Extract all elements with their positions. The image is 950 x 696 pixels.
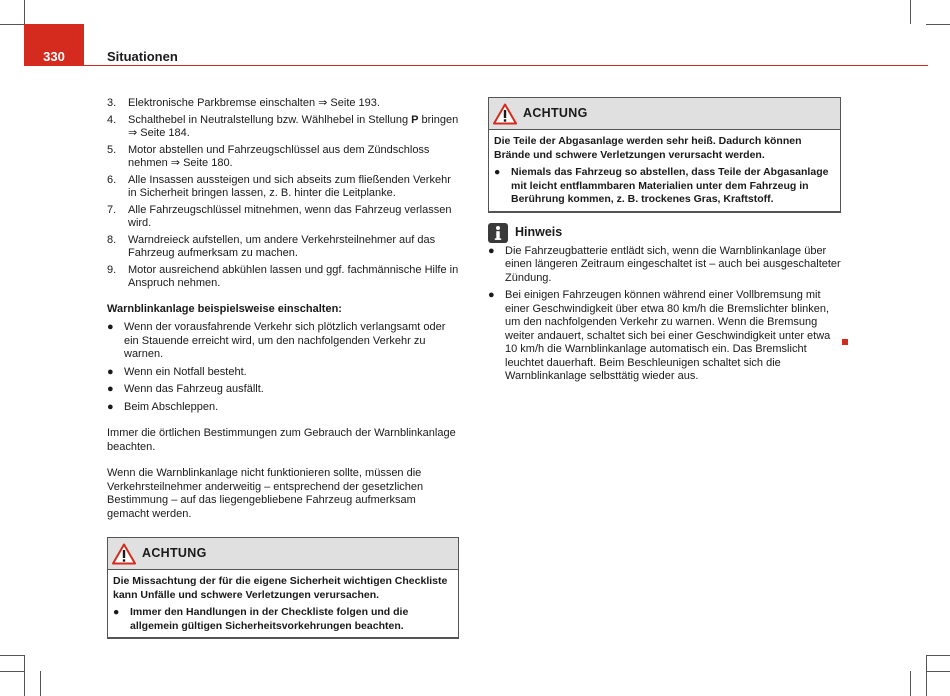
warning-triangle-icon (493, 103, 517, 125)
warning-box (107, 537, 459, 639)
list-item (488, 245, 841, 286)
warning-bullet (494, 166, 835, 207)
step-item (107, 174, 459, 201)
crop-mark (926, 24, 950, 25)
step-item (107, 234, 459, 261)
warning-label: ACHTUNG (142, 545, 207, 560)
bullet-text: Immer den Handlungen in der Checkliste folgen und die allgemein gültigen Sicherheitsvorkehrungen beachten. (130, 606, 409, 632)
bullet-icon: ● (488, 289, 495, 301)
gear-position-label: P (411, 113, 419, 126)
crop-mark (910, 671, 911, 696)
crop-mark (0, 671, 24, 672)
list-item (107, 321, 459, 362)
crop-mark (24, 655, 25, 696)
bullet-icon: ● (488, 244, 495, 257)
warning-label: ACHTUNG (523, 105, 588, 120)
hazard-bullet-list (107, 321, 459, 414)
bullet-text: Beim Abschleppen. (124, 400, 219, 413)
step-item (107, 144, 459, 171)
step-text: Motor abstellen und Fahrzeugschlüssel aus dem Zündschloss nehmen ⇒ Seite 180. (128, 143, 430, 169)
bullet-icon: ● (107, 383, 114, 395)
bullet-icon: ● (113, 606, 120, 618)
paragraph: Immer die örtlichen Bestimmungen zum Gebrauch der Warnblinkanlage beachten. (107, 427, 456, 453)
step-number: 6. (107, 173, 117, 186)
page-number: 330 (24, 24, 84, 66)
warning-header (489, 98, 840, 130)
step-number: 5. (107, 143, 117, 156)
crop-mark (24, 0, 25, 24)
section-title: Situationen (107, 49, 178, 64)
header-rule (84, 65, 928, 66)
crop-mark (926, 655, 950, 656)
crop-mark (926, 655, 927, 696)
bullet-icon: ● (494, 166, 501, 178)
warning-text: Die Missachtung der für die eigene Sicherheit wichtigen Checkliste kann Unfälle und schwere Verletzungen verursachen. (113, 575, 448, 601)
crop-mark (40, 671, 41, 696)
step-number: 3. (107, 97, 117, 109)
crop-mark (910, 0, 911, 24)
step-item (107, 97, 459, 111)
step-text: Motor ausreichend abkühlen lassen und ggf. fachmännische Hilfe in Anspruch nehmen. (128, 263, 459, 289)
step-text: Warndreieck aufstellen, um andere Verkehrsteilnehmer auf das Fahrzeug aufmerksam zu machen. (128, 233, 436, 259)
list-item (488, 289, 841, 384)
step-text: Alle Fahrzeugschlüssel mitnehmen, wenn das Fahrzeug verlassen wird. (128, 203, 452, 229)
step-text-part: Schalthebel in Neutralstellung bzw. Wählhebel in Stellung (128, 113, 412, 126)
step-number: 9. (107, 263, 117, 276)
right-column (488, 97, 841, 388)
bullet-text: Niemals das Fahrzeug so abstellen, dass Teile der Abgasanlage mit leicht entflammbaren Materialien unter dem Fahrzeug in Berührung kommen, z. B. trockenes Gras, Kraftstoff. (511, 166, 829, 205)
list-item (107, 401, 459, 415)
paragraph: Wenn die Warnblinkanlage nicht funktionieren sollte, müssen die Verkehrsteilnehmer anderweitig – entsprechend der gesetzlichen Bestimmung – auf das liegengebliebene Fahrzeug aufmerksam gemacht werden. (107, 467, 424, 520)
step-text: Elektronische Parkbremse einschalten ⇒ Seite 193. (128, 97, 380, 109)
step-item (107, 204, 459, 231)
step-number: 7. (107, 203, 117, 216)
crop-mark (926, 671, 950, 672)
crop-mark (0, 655, 24, 656)
list-item (107, 366, 459, 380)
step-text (128, 114, 459, 141)
step-list (107, 97, 459, 291)
hint-label: Hinweis (515, 224, 563, 239)
list-item (107, 383, 459, 397)
step-item (107, 114, 459, 141)
left-column (107, 97, 459, 639)
warning-body (108, 570, 458, 637)
step-number: 4. (107, 113, 117, 126)
step-item (107, 264, 459, 291)
step-text: Alle Insassen aussteigen und sich abseits zum fließenden Verkehr in Sicherheit bringen lassen, z. B. hinter die Leitplanke. (128, 173, 451, 199)
bullet-icon: ● (107, 365, 114, 378)
warning-bullet (113, 606, 453, 633)
bullet-text: Wenn ein Notfall besteht. (124, 365, 247, 378)
bullet-text: Wenn das Fahrzeug ausfällt. (124, 383, 264, 395)
warning-header (108, 538, 458, 570)
end-of-section-marker (842, 339, 848, 345)
hint-bullet-list (488, 245, 841, 384)
step-number: 8. (107, 233, 117, 246)
crop-mark (0, 24, 24, 25)
bullet-text: Die Fahrzeugbatterie entlädt sich, wenn die Warnblinkanlage über einen längeren Zeitraum eingeschaltet ist – auch bei ausgeschalteter Zündung. (505, 244, 841, 284)
bullet-text: Bei einigen Fahrzeugen können während einer Vollbremsung mit einer Geschwindigkeit über etwa 80 km/h die Bremslichter blinken, um den nachfolgenden Verkehr zu warnen. Wenn die Bremsung weiter andauert, schaltet sich bei einer Geschwindigkeit unter etwa 10 km/h die Warnblinkanlage automatisch ein. Das Bremslicht leuchtet dauerhaft. Beim Beschleunigen schaltet sich die Warnblinkanlage selbsttätig wieder aus. (505, 289, 831, 382)
bullet-text: Wenn der vorausfahrende Verkehr sich plötzlich verlangsamt oder ein Stauende erreicht wird, um den nachfolgenden Verkehr zu warnen. (124, 321, 446, 360)
warning-triangle-icon (112, 543, 136, 565)
hazard-heading: Warnblinkanlage beispielsweise einschalten: (107, 302, 342, 315)
step-text-part: bringen ⇒ Seite 184. (128, 113, 459, 139)
hint-header (488, 223, 841, 243)
warning-body (489, 130, 840, 211)
warning-text: Die Teile der Abgasanlage werden sehr heiß. Dadurch können Brände und schwere Verletzungen verursacht werden. (494, 135, 802, 161)
warning-box (488, 97, 841, 213)
info-icon (488, 223, 508, 243)
bullet-icon: ● (107, 321, 114, 333)
bullet-icon: ● (107, 400, 114, 413)
